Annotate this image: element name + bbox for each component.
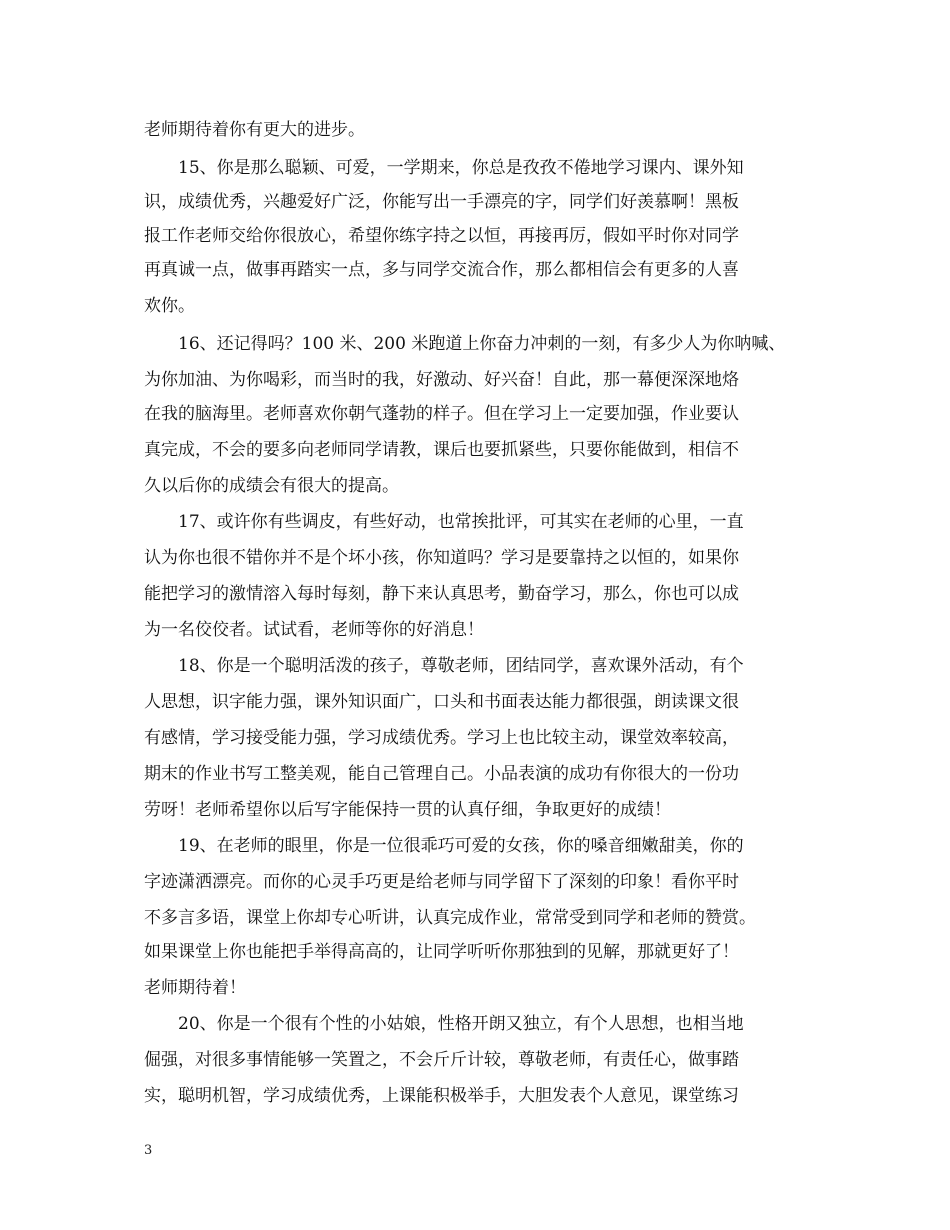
text-line: 报工作老师交给你很放心，希望你练字持之以恒，再接再厉，假如平时你对同学 xyxy=(144,226,739,246)
text-line: 不多言多语，课堂上你却专心听讲，认真完成作业，常常受到同学和老师的赞赏。 xyxy=(144,908,756,928)
paragraph-16-line: 16、还记得吗？100 米、200 米跑道上你奋力冲刺的一刻，有多少人为你呐喊、 xyxy=(178,334,786,354)
text-line: 期末的作业书写工整美观，能自己管理自己。小品表演的成功有你很大的一份功 xyxy=(144,764,739,784)
text-line: 认为你也很不错你并不是个坏小孩，你知道吗？学习是要靠持之以恒的，如果你 xyxy=(144,548,739,568)
paragraph-17-line: 17、或许你有些调皮，有些好动，也常挨批评，可其实在老师的心里，一直 xyxy=(178,512,744,532)
text-line: 老师期待着！ xyxy=(144,978,246,998)
text-line: 为一名佼佼者。试试看，老师等你的好消息！ xyxy=(144,620,484,640)
text-line: 如果课堂上你也能把手举得高高的，让同学听听你那独到的见解，那就更好了！ xyxy=(144,942,739,962)
text-line: 在我的脑海里。老师喜欢你朝气蓬勃的样子。但在学习上一定要加强，作业要认 xyxy=(144,404,739,424)
text-line: 老师期待着你有更大的进步。 xyxy=(144,120,365,140)
text-line: 字迹潇洒漂亮。而你的心灵手巧更是给老师与同学留下了深刻的印象！看你平时 xyxy=(144,872,739,892)
text-line: 实，聪明机智，学习成绩优秀，上课能积极举手，大胆发表个人意见，课堂练习 xyxy=(144,1086,739,1106)
text-line: 识，成绩优秀，兴趣爱好广泛，你能写出一手漂亮的字，同学们好羡慕啊！黑板 xyxy=(144,192,739,212)
paragraph-15-line: 15、你是那么聪颖、可爱，一学期来，你总是孜孜不倦地学习课内、课外知 xyxy=(178,158,744,178)
paragraph-18-line: 18、你是一个聪明活泼的孩子，尊敬老师，团结同学，喜欢课外活动，有个 xyxy=(178,656,744,676)
text-line: 久以后你的成绩会有很大的提高。 xyxy=(144,476,399,496)
text-line: 劳呀！老师希望你以后写字能保持一贯的认真仔细，争取更好的成绩！ xyxy=(144,800,671,820)
text-line: 有感情，学习接受能力强，学习成绩优秀。学习上也比较主动，课堂效率较高， xyxy=(144,728,739,748)
text-line: 欢你。 xyxy=(144,296,195,316)
text-line: 能把学习的激情溶入每时每刻，静下来认真思考，勤奋学习，那么，你也可以成 xyxy=(144,584,739,604)
text-line: 再真诚一点，做事再踏实一点，多与同学交流合作，那么都相信会有更多的人喜 xyxy=(144,260,739,280)
text-line: 真完成，不会的要多向老师同学请教，课后也要抓紧些，只要你能做到，相信不 xyxy=(144,440,739,460)
paragraph-20-line: 20、你是一个很有个性的小姑娘，性格开朗又独立，有个人思想，也相当地 xyxy=(178,1014,744,1034)
text-line: 为你加油、为你喝彩，而当时的我，好激动、好兴奋！自此，那一幕便深深地烙 xyxy=(144,370,739,390)
paragraph-19-line: 19、在老师的眼里，你是一位很乖巧可爱的女孩，你的嗓音细嫩甜美，你的 xyxy=(178,836,744,856)
text-line: 倔强，对很多事情能够一笑置之，不会斤斤计较，尊敬老师，有责任心，做事踏 xyxy=(144,1050,739,1070)
page-number: 3 xyxy=(144,1143,153,1158)
text-line: 人思想，识字能力强，课外知识面广，口头和书面表达能力都很强，朗读课文很 xyxy=(144,692,739,712)
